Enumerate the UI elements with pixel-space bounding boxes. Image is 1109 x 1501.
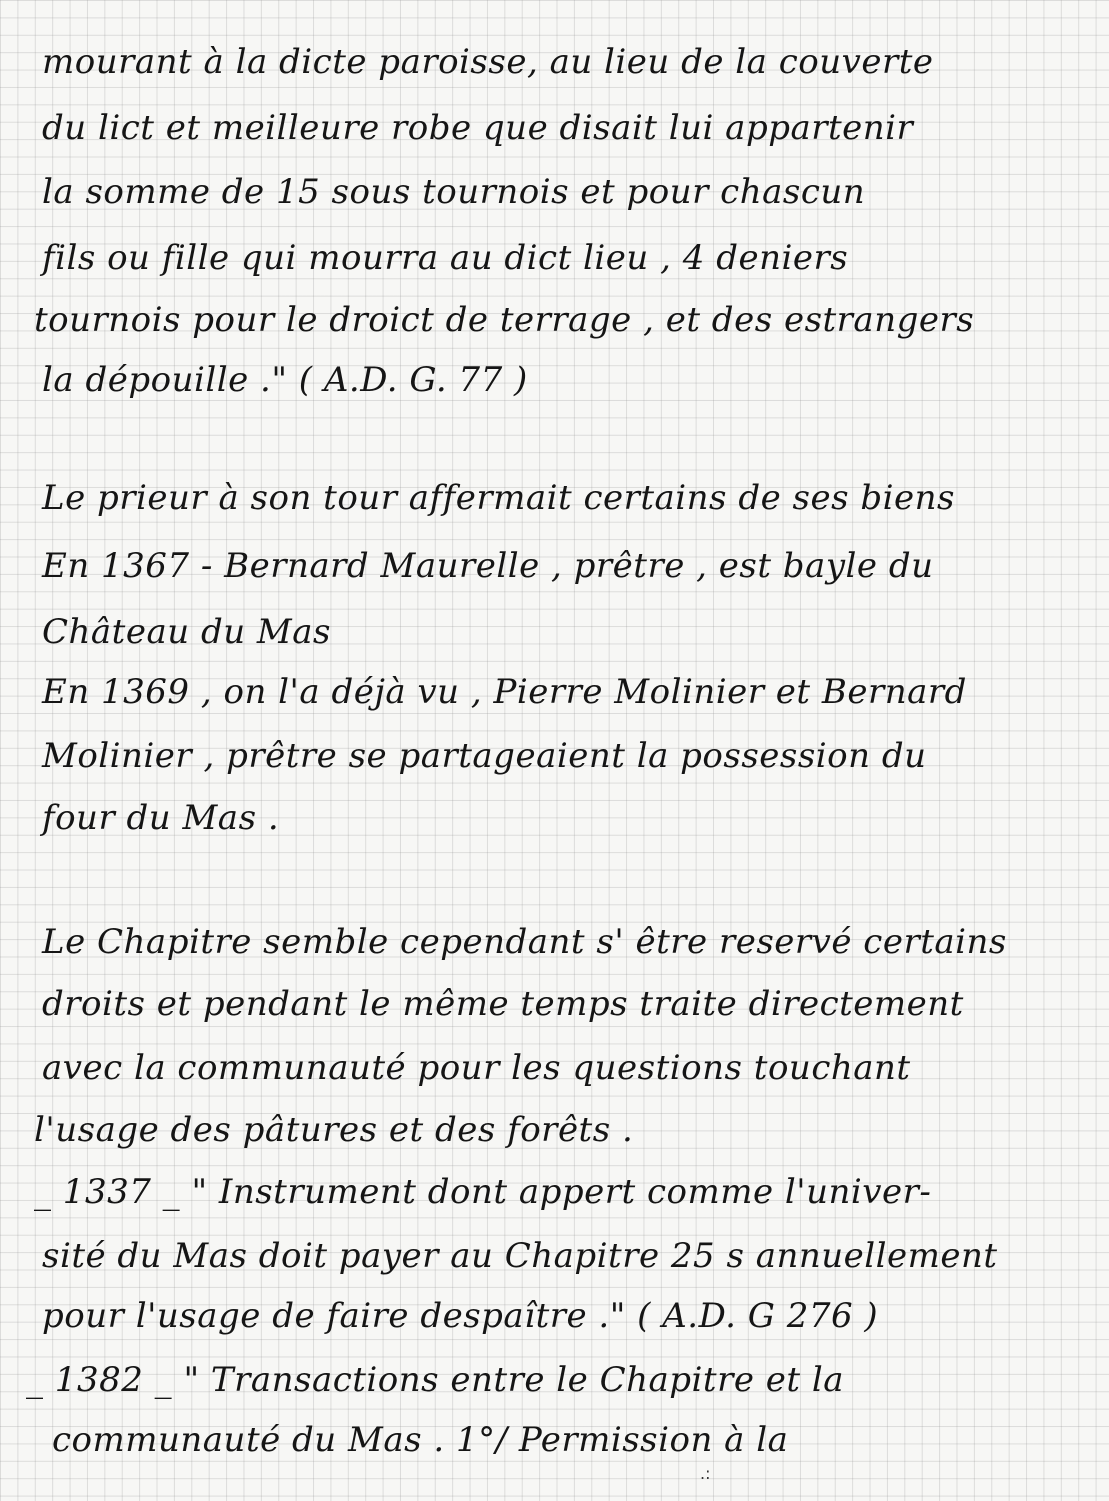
text-line: En 1369 , on l'a déjà vu , Pierre Molinier et Bernard (42, 672, 967, 712)
text-line: l'usage des pâtures et des forêts . (34, 1110, 634, 1150)
footer-mark: .: (700, 1464, 711, 1483)
text-line: fils ou fille qui mourra au dict lieu , 4 deniers (42, 238, 849, 278)
text-line: pour l'usage de faire despaître ." ( A.D. G 276 ) (42, 1296, 879, 1336)
text-line: _ 1337 _ " Instrument dont appert comme l'univer- (34, 1172, 932, 1212)
text-line: droits et pendant le même temps traite directement (42, 984, 964, 1024)
text-line: avec la communauté pour les questions touchant (42, 1048, 911, 1088)
text-line: four du Mas . (42, 798, 280, 838)
text-line: la dépouille ." ( A.D. G. 77 ) (42, 360, 528, 400)
text-line: Le Chapitre semble cependant s' être reservé certains (42, 922, 1007, 962)
text-line: la somme de 15 sous tournois et pour chascun (42, 172, 866, 212)
text-line: En 1367 - Bernard Maurelle , prêtre , est bayle du (42, 546, 934, 586)
text-line: communauté du Mas . 1°/ Permission à la (52, 1420, 789, 1460)
text-line: mourant à la dicte paroisse, au lieu de la couverte (42, 42, 934, 82)
text-line: tournois pour le droict de terrage , et des estrangers (34, 300, 975, 340)
text-line: _ 1382 _ " Transactions entre le Chapitre et la (26, 1360, 844, 1400)
text-line: Château du Mas (42, 612, 331, 652)
text-line: sité du Mas doit payer au Chapitre 25 s annuellement (42, 1236, 998, 1276)
text-line: Molinier , prêtre se partageaient la possession du (42, 736, 927, 776)
text-line: Le prieur à son tour affermait certains de ses biens (42, 478, 955, 518)
text-line: du lict et meilleure robe que disait lui appartenir (42, 108, 914, 148)
